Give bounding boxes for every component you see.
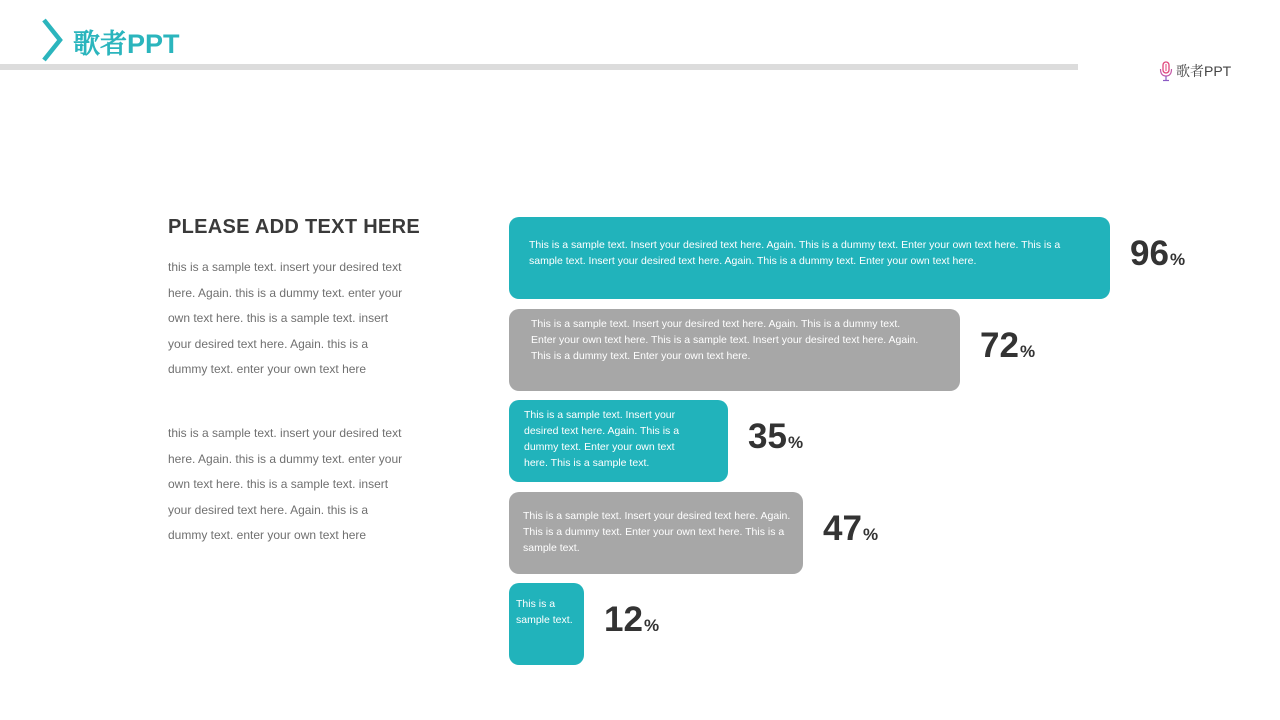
bar-3 [509, 400, 728, 482]
percent-sign: % [1019, 342, 1036, 361]
bar-1-value: 96 [1130, 234, 1169, 273]
page-title: 歌者PPT [73, 29, 180, 59]
bar-3-text: This is a sample text. Insert your desired text here. Again. This is a dummy text. Enter your own text here. This is a sample text. [524, 409, 680, 469]
bar-4 [509, 492, 803, 574]
bar-2-value: 72 [980, 326, 1019, 365]
brand-text: 歌者PPT [1176, 63, 1232, 79]
percent-sign: % [787, 433, 804, 452]
section-heading: PLEASE ADD TEXT HERE [168, 216, 420, 238]
bar-2 [509, 309, 960, 391]
bar-4-value-label [823, 509, 878, 549]
header-divider [0, 64, 1078, 70]
bar-4-text: This is a sample text. Insert your desired text here. Again. This is a dummy text. Enter your own text here. This is a sample text. [523, 510, 791, 554]
bar-5 [509, 583, 584, 665]
bar-2-text: This is a sample text. Insert your desired text here. Again. This is a dummy text. Enter your own text here. This is a sample text. Insert your desired text here. Again. This is a dummy text. Enter your own text here. [531, 318, 919, 362]
brand-logo [1158, 60, 1231, 82]
bar-3-value-label [748, 417, 803, 457]
percent-sign: % [643, 616, 660, 635]
bar-3-value: 35 [748, 417, 787, 456]
bar-1-text: This is a sample text. Insert your desired text here. Again. This is a dummy text. Enter your own text here. This is a sample text. Insert your desired text here. Again. This is a dummy text. Enter your own text here. [529, 239, 1061, 267]
bar-5-value: 12 [604, 600, 643, 639]
bar-2-value-label [980, 326, 1035, 366]
bar-5-text: This is a sample text. [516, 598, 573, 626]
chevron-right-icon [38, 17, 66, 63]
bar-1-value-label [1130, 234, 1185, 274]
body-paragraph-2: this is a sample text. insert your desired text here. Again. this is a dummy text. enter your own text here. this is a sample text. insert your desired text here. Again. this is a dummy text. enter your own text here [168, 426, 403, 542]
bar-1 [509, 217, 1110, 299]
percent-sign: % [862, 525, 879, 544]
bar-5-value-label [604, 600, 659, 640]
microphone-logo-icon [1158, 60, 1174, 82]
percent-sign: % [1169, 250, 1186, 269]
body-paragraph-1: this is a sample text. insert your desired text here. Again. this is a dummy text. enter your own text here. this is a sample text. insert your desired text here. Again. this is a dummy text. enter your own text here [168, 260, 403, 376]
bar-4-value: 47 [823, 509, 862, 548]
